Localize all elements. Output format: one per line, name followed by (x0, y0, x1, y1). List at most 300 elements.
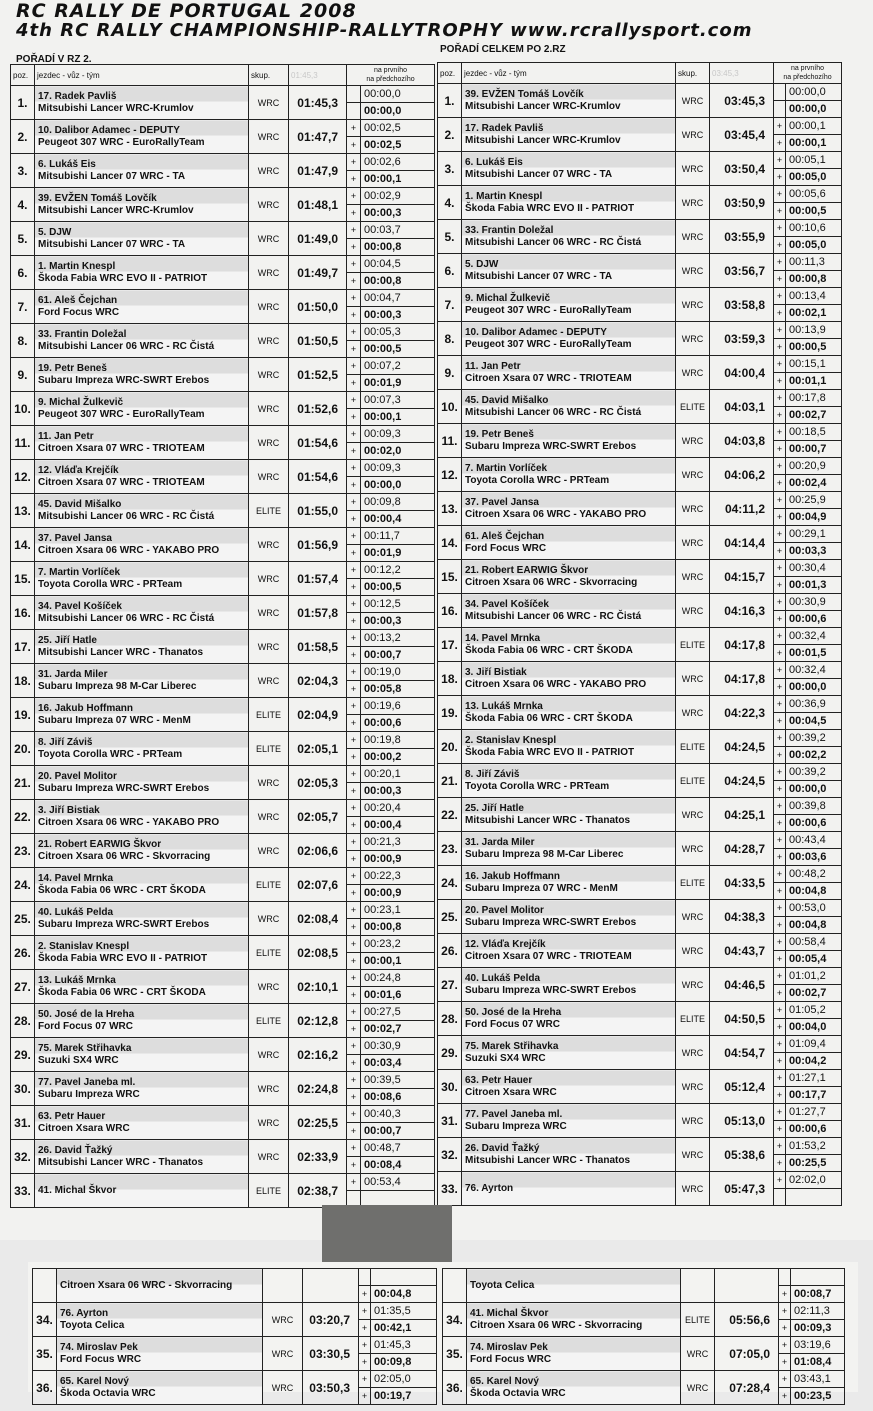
position: 31. (438, 1104, 462, 1138)
gap-to-first: 00:20,4 (361, 800, 434, 817)
driver-name: 16. Jakub Hoffmann (465, 870, 561, 882)
gap-to-previous: 00:00,7 (364, 1125, 402, 1137)
position: 17. (438, 628, 462, 662)
driver-name: 21. Robert EARWIG Škvor (465, 564, 589, 576)
group: WRC (263, 1371, 303, 1405)
group: ELITE (249, 698, 289, 732)
driver-name: 6. Lukáš Eis (465, 156, 523, 168)
driver-cell (35, 460, 249, 494)
group: WRC (249, 1038, 289, 1072)
car-team: Citroen Xsara 07 WRC - TRIOTEAM (465, 950, 632, 962)
driver-cell (35, 358, 249, 392)
gap-signs (774, 526, 786, 560)
driver-cell (462, 526, 676, 560)
gap-to-first: 01:27,7 (786, 1104, 841, 1121)
driver-cell (462, 866, 676, 900)
gap-to-first: 00:05,6 (786, 186, 841, 203)
group: WRC (681, 1337, 715, 1371)
gap-to-first: 00:40,3 (361, 1106, 434, 1123)
gap-signs (774, 152, 786, 186)
driver-cell (462, 1002, 676, 1036)
sign-prev: + (350, 616, 357, 626)
sign-first: + (347, 834, 360, 851)
gap-to-previous: 00:25,5 (789, 1157, 827, 1169)
gap-signs (347, 562, 361, 596)
table-row (11, 766, 435, 800)
sign-prev: + (776, 1124, 783, 1134)
car-team: Toyota Corolla WRC - PRTeam (465, 780, 610, 792)
car-team: Mitsubishi Lancer 07 WRC - TA (465, 168, 613, 180)
driver-cell (462, 1070, 676, 1104)
table-row (438, 492, 842, 526)
gap-signs (359, 1269, 371, 1303)
car-team: Ford Focus 07 WRC (38, 1020, 134, 1032)
time: 02:25,5 (289, 1106, 347, 1140)
gap-values (786, 662, 842, 696)
gap-signs (347, 970, 361, 1004)
position: 31. (11, 1106, 35, 1140)
driver-name: 8. Jiří Záviš (38, 736, 93, 748)
position: 33. (438, 1172, 462, 1206)
sign-prev (347, 103, 360, 119)
sign-prev: + (776, 920, 783, 930)
col-gaps: na prvního na předchozího (774, 63, 842, 84)
gap-signs (347, 120, 361, 154)
gap-to-first: 00:07,3 (361, 392, 434, 409)
results-sheet-bottom (28, 1262, 858, 1402)
gap-signs (347, 256, 361, 290)
sign-prev: + (776, 580, 783, 590)
car-team: Mitsubishi Lancer 07 WRC - TA (38, 170, 186, 182)
table-row (11, 596, 435, 630)
time: 04:54,7 (710, 1036, 774, 1070)
gap-signs (774, 730, 786, 764)
sign-first: + (347, 664, 360, 681)
table-row (443, 1371, 845, 1405)
table-row (438, 832, 842, 866)
gap-signs (347, 834, 361, 868)
gap-to-first: 00:22,3 (361, 868, 434, 885)
driver-cell (462, 254, 676, 288)
table-row (11, 324, 435, 358)
sign-prev: + (361, 1357, 368, 1367)
gap-values (361, 732, 435, 766)
position: 26. (438, 934, 462, 968)
gap-values (361, 324, 435, 358)
gap-to-previous: 00:04,5 (789, 715, 827, 727)
driver-name: 77. Pavel Janeba ml. (465, 1108, 563, 1120)
car-team: Toyota Corolla WRC - PRTeam (38, 578, 183, 590)
gap-to-first: 00:19,0 (361, 664, 434, 681)
group: WRC (263, 1337, 303, 1371)
gap-signs (347, 460, 361, 494)
group: WRC (676, 1070, 710, 1104)
gap-to-first: 00:00,0 (361, 86, 434, 103)
driver-name: 20. Pavel Molitor (465, 904, 544, 916)
time: 03:55,9 (710, 220, 774, 254)
sign-prev: + (350, 514, 357, 524)
group: ELITE (249, 1174, 289, 1208)
sign-prev: + (776, 954, 783, 964)
time: 01:58,5 (289, 630, 347, 664)
driver-name: 50. José de la Hreha (38, 1008, 135, 1020)
table-row (438, 866, 842, 900)
gap-to-first: 00:07,2 (361, 358, 434, 375)
gap-to-first: 00:39,2 (786, 764, 841, 781)
sign-prev: + (781, 1391, 788, 1401)
sign-first: + (347, 256, 360, 273)
gap-to-previous: 00:02,0 (364, 445, 402, 457)
driver-cell (35, 766, 249, 800)
time: 03:58,8 (710, 288, 774, 322)
sign-prev: + (776, 308, 783, 318)
gap-values (361, 1072, 435, 1106)
gap-values (361, 970, 435, 1004)
gap-values (361, 834, 435, 868)
driver-name: 26. David Ťažký (38, 1144, 113, 1156)
gap-values (786, 1138, 842, 1172)
group: WRC (676, 322, 710, 356)
gap-to-first: 00:03,7 (361, 222, 434, 239)
driver-cell (35, 664, 249, 698)
time (715, 1269, 779, 1303)
col-pos: poz. (438, 63, 462, 84)
driver-cell (35, 222, 249, 256)
gap-signs (347, 528, 361, 562)
driver-cell (35, 1072, 249, 1106)
gap-to-previous: 01:08,4 (794, 1356, 832, 1368)
position: 10. (438, 390, 462, 424)
gap-to-first: 01:01,2 (786, 968, 841, 985)
car-team: Toyota Corolla WRC - PRTeam (38, 748, 183, 760)
gap-signs (347, 664, 361, 698)
car-team: Mitsubishi Lancer 07 WRC - TA (465, 270, 613, 282)
driver-name: 1. Martin Knespl (38, 260, 116, 272)
sign-first: + (774, 356, 785, 373)
gap-signs (347, 766, 361, 800)
sign-prev: + (776, 512, 783, 522)
group: WRC (249, 154, 289, 188)
gap-to-previous: 00:00,6 (364, 717, 402, 729)
table-row (438, 1172, 842, 1206)
driver-cell (35, 1174, 249, 1208)
table-row (438, 934, 842, 968)
time: 03:56,7 (710, 254, 774, 288)
time: 01:47,7 (289, 120, 347, 154)
sign-first: + (774, 934, 785, 951)
time: 04:43,7 (710, 934, 774, 968)
table-row (438, 186, 842, 220)
table-row (438, 152, 842, 186)
group: WRC (676, 186, 710, 220)
gap-signs (359, 1337, 371, 1371)
group: ELITE (676, 764, 710, 798)
driver-name: 12. Vláďa Krejčík (465, 938, 546, 950)
driver-name: 63. Petr Hauer (465, 1074, 533, 1086)
driver-name: 6. Lukáš Eis (38, 158, 96, 170)
driver-name: 34. Pavel Košíček (465, 598, 549, 610)
driver-cell (35, 868, 249, 902)
driver-cell (462, 118, 676, 152)
driver-cell (57, 1337, 263, 1371)
gap-to-first: 00:00,0 (786, 84, 841, 101)
gap-values (361, 154, 435, 188)
time: 04:17,8 (710, 662, 774, 696)
position: 21. (11, 766, 35, 800)
sign-first: + (774, 1070, 785, 1087)
sign-first: + (347, 766, 360, 783)
gap-to-previous: 00:05,8 (364, 683, 402, 695)
time: 07:05,0 (715, 1337, 779, 1371)
position: 24. (438, 866, 462, 900)
table-row (33, 1371, 437, 1405)
time: 02:24,8 (289, 1072, 347, 1106)
table-row (11, 868, 435, 902)
gap-values (791, 1371, 845, 1405)
sign-prev: + (361, 1391, 368, 1401)
group: ELITE (249, 868, 289, 902)
table-row (11, 936, 435, 970)
col-pos: poz. (11, 65, 35, 86)
gap-to-first: 00:29,1 (786, 526, 841, 543)
position: 13. (438, 492, 462, 526)
table-row (11, 154, 435, 188)
car-team: Subaru Impreza WRC-SWRT Erebos (465, 984, 637, 996)
group: WRC (249, 596, 289, 630)
gap-to-previous: 00:02,7 (789, 987, 827, 999)
driver-name: 40. Lukáš Pelda (465, 972, 541, 984)
gap-values (786, 152, 842, 186)
driver-name: 75. Marek Střihavka (465, 1040, 559, 1052)
driver-cell (462, 662, 676, 696)
sign-prev: + (350, 140, 357, 150)
gap-signs (774, 356, 786, 390)
time: 03:59,3 (710, 322, 774, 356)
time: 04:15,7 (710, 560, 774, 594)
car-team: Ford Focus WRC (465, 542, 547, 554)
table-row (11, 222, 435, 256)
table-row (438, 1070, 842, 1104)
gap-values (361, 1106, 435, 1140)
time: 03:50,3 (303, 1371, 359, 1405)
group: WRC (676, 1104, 710, 1138)
gap-to-previous: 00:02,1 (789, 307, 827, 319)
group: ELITE (249, 732, 289, 766)
car-team: Mitsubishi Lancer WRC - Thanatos (38, 646, 204, 658)
driver-name: 10. Dalibor Adamec - DEPUTY (38, 124, 180, 136)
gap-to-previous: 00:08,7 (794, 1288, 832, 1300)
time: 01:54,6 (289, 426, 347, 460)
gap-signs (774, 798, 786, 832)
driver-cell (462, 1104, 676, 1138)
position: 13. (11, 494, 35, 528)
event-title: RC RALLY DE PORTUGAL 2008 (16, 0, 357, 22)
time: 02:04,9 (289, 698, 347, 732)
gap-values (786, 390, 842, 424)
driver-name: 39. EVŽEN Tomáš Lovčík (38, 192, 157, 204)
gap-signs (774, 254, 786, 288)
col-time: 01:45,3 (289, 65, 347, 86)
car-team: Ford Focus WRC (470, 1353, 552, 1365)
gap-signs (774, 1036, 786, 1070)
gap-signs (347, 188, 361, 222)
driver-name: 41. Michal Škvor (38, 1184, 117, 1196)
driver-cell (35, 120, 249, 154)
gap-to-first: 00:24,8 (361, 970, 434, 987)
sign-first: + (774, 390, 785, 407)
driver-name: 74. Miroslav Pek (60, 1341, 138, 1353)
sign-first: + (774, 866, 785, 883)
car-team: Suzuki SX4 WRC (465, 1052, 546, 1064)
sign-first: + (779, 1337, 790, 1354)
table-row (33, 1269, 437, 1303)
sign-prev: + (781, 1289, 788, 1299)
car-team: Mitsubishi Lancer WRC-Krumlov (38, 102, 194, 114)
group: ELITE (249, 494, 289, 528)
group (263, 1269, 303, 1303)
sign-first: + (347, 120, 360, 137)
group: WRC (676, 84, 710, 118)
position: 21. (438, 764, 462, 798)
gap-to-previous: 00:02,7 (789, 409, 827, 421)
time: 02:08,5 (289, 936, 347, 970)
position: 19. (11, 698, 35, 732)
gap-to-first: 00:11,7 (361, 528, 434, 545)
driver-name: 25. Jiří Hatle (465, 802, 524, 814)
gap-values (786, 458, 842, 492)
position: 3. (11, 154, 35, 188)
position: 25. (438, 900, 462, 934)
sign-first: + (347, 154, 360, 171)
gap-values (371, 1303, 437, 1337)
sign-first: + (779, 1371, 790, 1388)
stage-results-table-continued (32, 1268, 437, 1405)
sign-prev: + (350, 650, 357, 660)
gap-to-previous: 00:00,5 (789, 341, 827, 353)
gap-values (791, 1337, 845, 1371)
gap-to-previous: 00:00,1 (364, 411, 402, 423)
sign-prev: + (350, 208, 357, 218)
time: 01:49,7 (289, 256, 347, 290)
table-row (11, 562, 435, 596)
gap-values (786, 492, 842, 526)
driver-name: 7. Martin Vorlíček (465, 462, 548, 474)
sign-prev: + (776, 172, 783, 182)
position: 5. (11, 222, 35, 256)
sign-prev: + (776, 852, 783, 862)
gap-to-previous: 00:01,9 (364, 547, 402, 559)
table-row (11, 970, 435, 1004)
sign-prev: + (350, 344, 357, 354)
gap-to-previous: 00:09,3 (794, 1322, 832, 1334)
driver-name: 31. Jarda Miler (465, 836, 535, 848)
driver-cell (462, 934, 676, 968)
group: WRC (676, 934, 710, 968)
time: 02:16,2 (289, 1038, 347, 1072)
gap-signs (774, 594, 786, 628)
gap-to-previous: 00:00,1 (364, 173, 402, 185)
time: 04:03,1 (710, 390, 774, 424)
gap-signs (774, 1172, 786, 1206)
car-team: Škoda Octavia WRC (470, 1387, 566, 1399)
gap-signs (347, 1038, 361, 1072)
car-team: Citroen Xsara 06 WRC - Skvorracing (60, 1279, 233, 1291)
car-team: Subaru Impreza 98 M-Car Liberec (465, 848, 624, 860)
table-row (11, 630, 435, 664)
gap-to-first: 00:43,4 (786, 832, 841, 849)
gap-to-first: 00:30,9 (361, 1038, 434, 1055)
group: WRC (249, 834, 289, 868)
gap-values (786, 934, 842, 968)
table-row (11, 358, 435, 392)
sign-first: + (774, 696, 785, 713)
car-team: Peugeot 307 WRC - EuroRallyTeam (38, 408, 205, 420)
sign-prev: + (361, 1323, 368, 1333)
driver-cell (462, 798, 676, 832)
position: 6. (438, 254, 462, 288)
group: WRC (249, 528, 289, 562)
driver-cell (462, 968, 676, 1002)
driver-cell (462, 764, 676, 798)
group: WRC (676, 458, 710, 492)
car-team: Subaru Impreza 07 WRC - MenM (38, 714, 191, 726)
car-team: Škoda Fabia 06 WRC - CRT ŠKODA (38, 986, 206, 998)
car-team: Toyota Corolla WRC - PRTeam (465, 474, 610, 486)
gap-to-previous: 00:01,5 (789, 647, 827, 659)
gap-signs (774, 696, 786, 730)
driver-cell (35, 596, 249, 630)
gap-to-first: 00:18,5 (786, 424, 841, 441)
gap-values (786, 968, 842, 1002)
table-row (11, 460, 435, 494)
time: 01:54,6 (289, 460, 347, 494)
driver-cell (462, 730, 676, 764)
gap-values (786, 560, 842, 594)
group: WRC (676, 152, 710, 186)
car-team: Subaru Impreza WRC-SWRT Erebos (38, 918, 210, 930)
time: 03:50,4 (710, 152, 774, 186)
driver-cell (462, 832, 676, 866)
gap-to-previous: 00:09,8 (374, 1356, 412, 1368)
driver-cell (35, 290, 249, 324)
driver-name: 13. Lukáš Mrnka (465, 700, 543, 712)
gap-to-previous: 00:00,2 (364, 751, 402, 763)
driver-cell (462, 560, 676, 594)
gap-signs (347, 698, 361, 732)
group: WRC (249, 800, 289, 834)
gap-signs (774, 220, 786, 254)
sign-prev: + (776, 988, 783, 998)
gap-signs (347, 494, 361, 528)
time: 01:47,9 (289, 154, 347, 188)
gap-values (361, 936, 435, 970)
driver-name: 63. Petr Hauer (38, 1110, 106, 1122)
gap-to-first: 02:05,0 (371, 1371, 436, 1388)
driver-name: 45. David Mišalko (38, 498, 122, 510)
gap-to-previous: 00:00,9 (364, 887, 402, 899)
gap-signs (774, 628, 786, 662)
gap-to-first: 00:12,5 (361, 596, 434, 613)
group: WRC (249, 324, 289, 358)
position: 2. (438, 118, 462, 152)
gap-signs (774, 832, 786, 866)
time: 02:08,4 (289, 902, 347, 936)
gap-values (371, 1371, 437, 1405)
time: 03:50,9 (710, 186, 774, 220)
sign-prev: + (776, 206, 783, 216)
gap-to-first: 03:43,1 (791, 1371, 844, 1388)
table-row (11, 1072, 435, 1106)
